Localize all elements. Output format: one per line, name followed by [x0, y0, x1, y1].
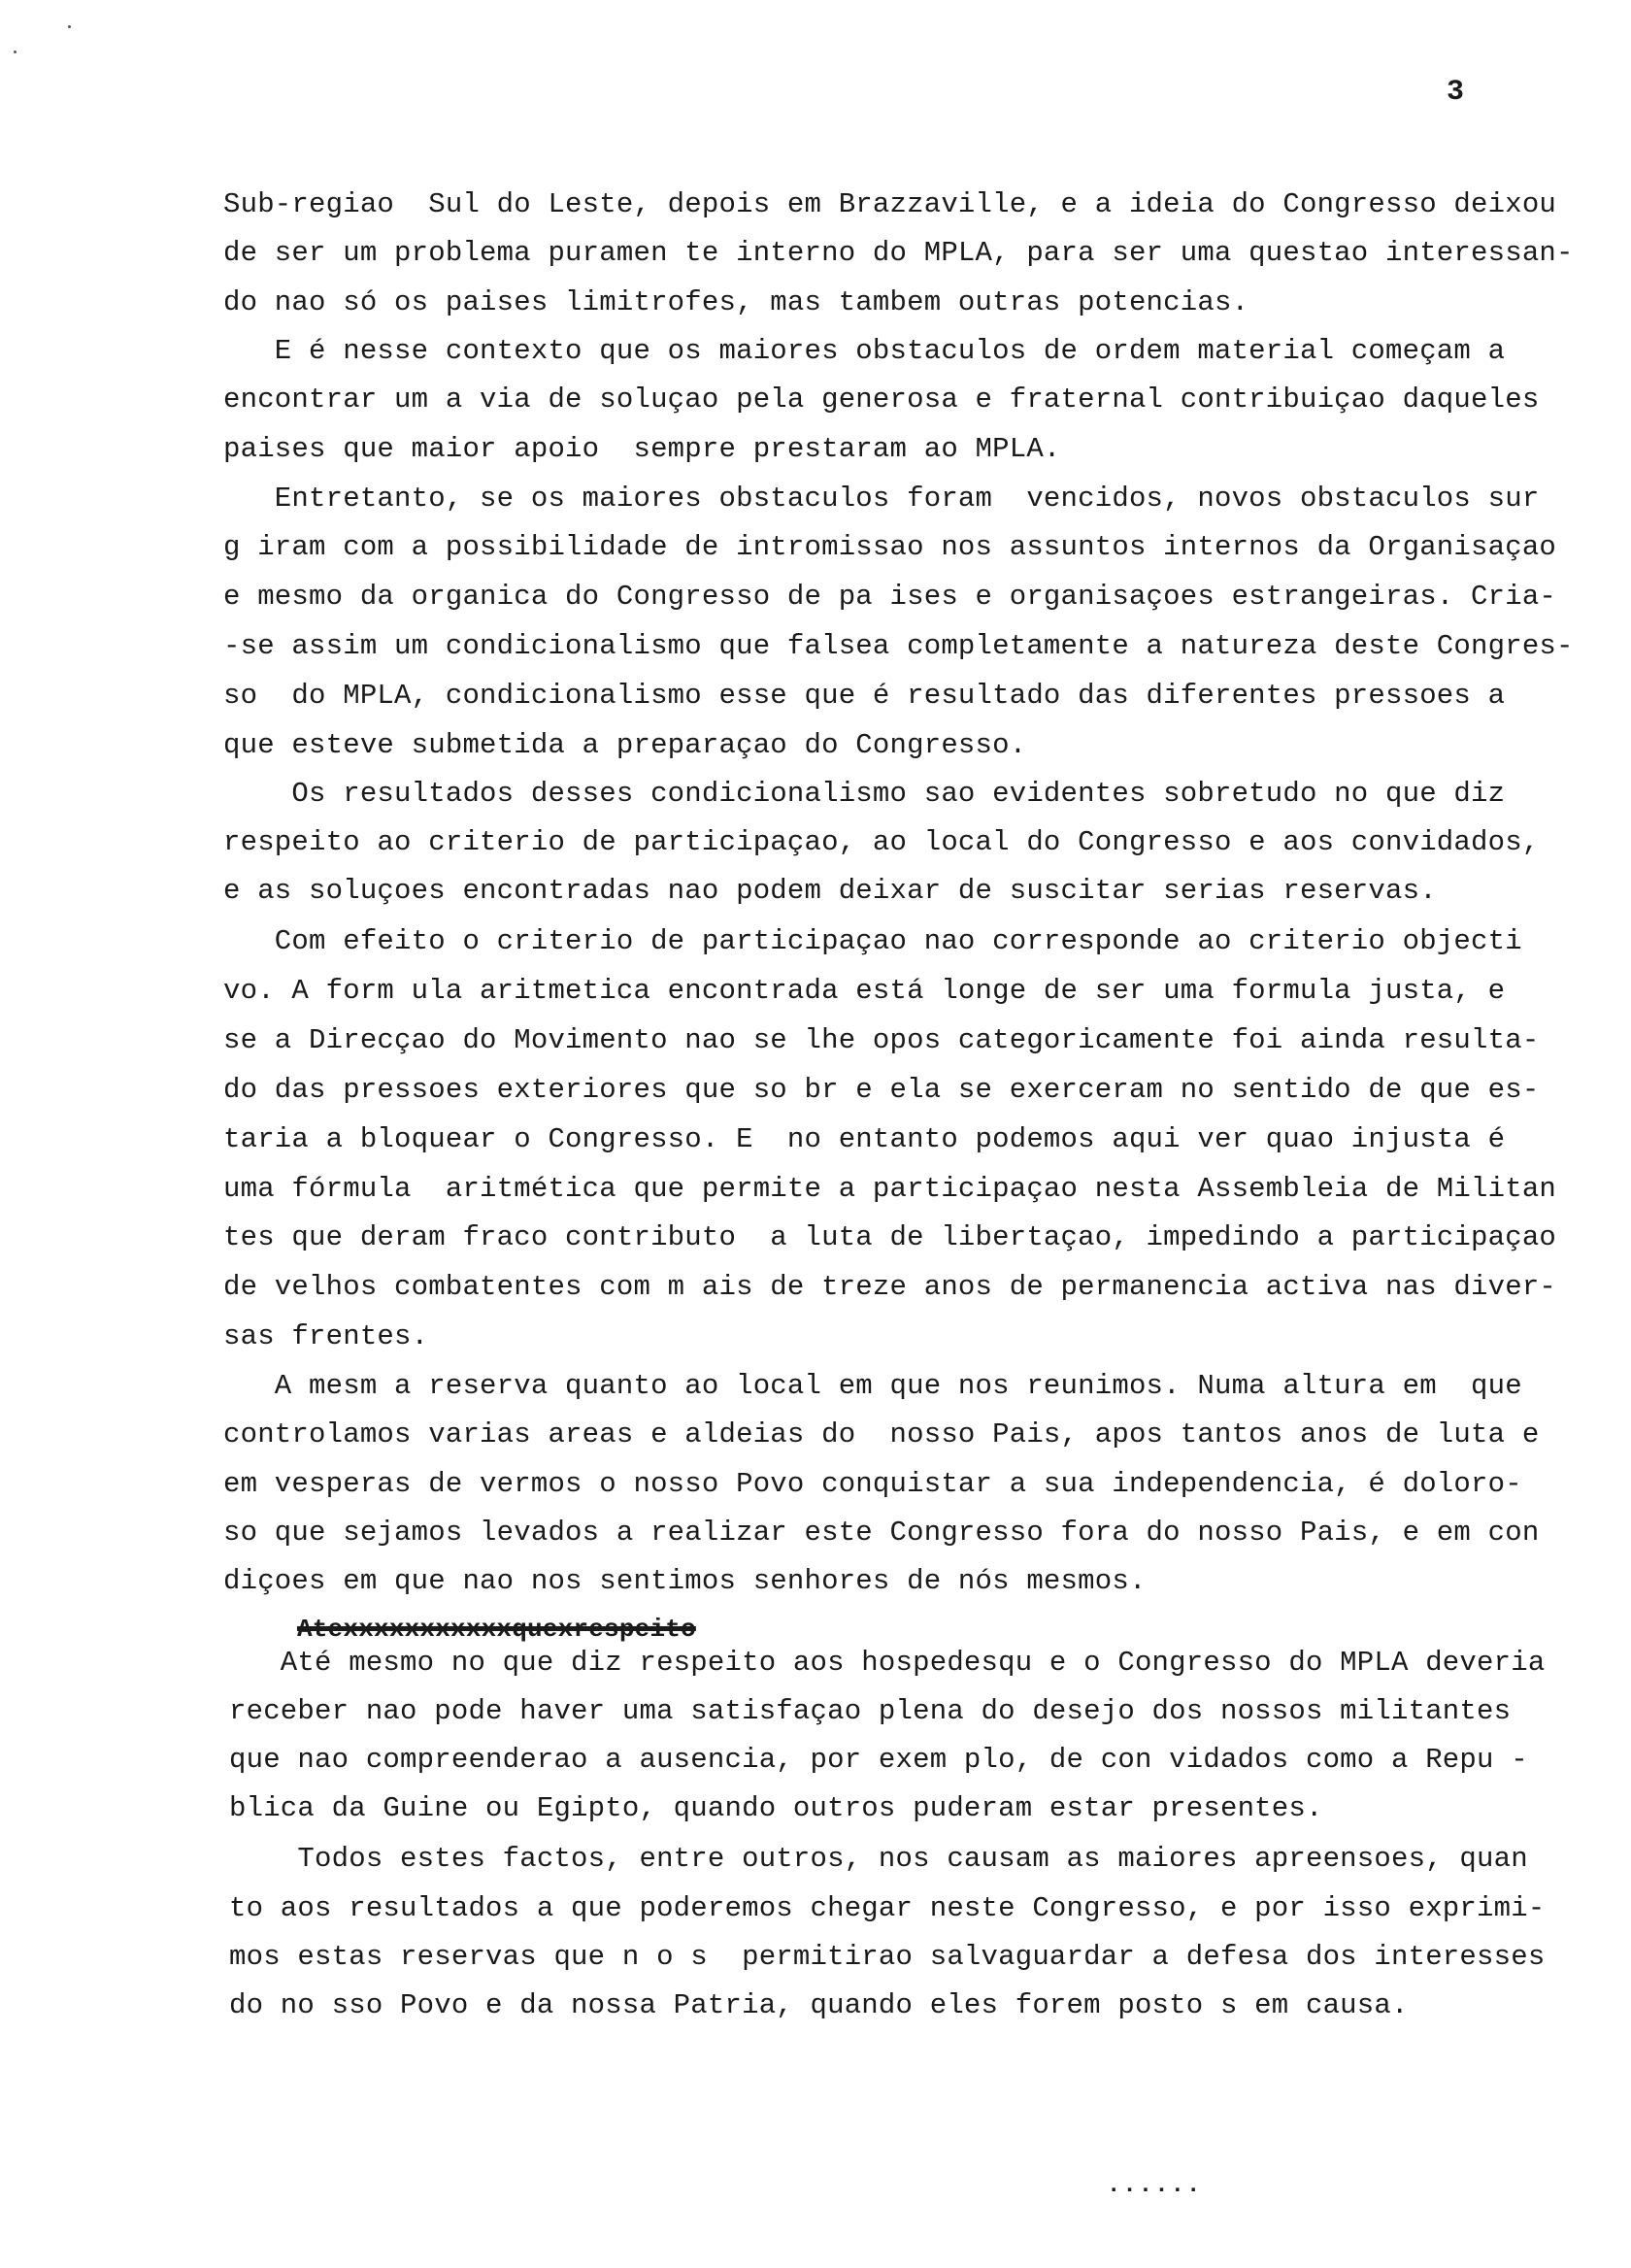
text-line: blica da Guine ou Egipto, quando outros puderam estar presentes.	[229, 1792, 1323, 1824]
text-line: Entretanto, se os maiores obstaculos foram vencidos, novos obstaculos sur	[223, 483, 1540, 515]
text-line: de velhos combatentes com m ais de treze anos de permanencia activa nas diver-	[223, 1271, 1557, 1303]
text-line: receber nao pode haver uma satisfaçao plena do desejo dos nossos militantes	[229, 1695, 1512, 1727]
text-line: diçoes em que nao nos sentimos senhores de nós mesmos.	[223, 1565, 1147, 1597]
end-marker: ......	[1107, 2173, 1203, 2199]
text-line: respeito ao criterio de participaçao, ao local do Congresso e aos convidados,	[223, 826, 1540, 858]
text-line: Com efeito o criterio de participaçao nao corresponde ao criterio objecti	[223, 925, 1522, 957]
text-line: sas frentes.	[223, 1320, 429, 1352]
text-line: -se assim um condicionalismo que falsea completamente a natureza deste Congres-	[223, 630, 1574, 662]
text-line: do no sso Povo e da nossa Patria, quando eles forem posto s em causa.	[229, 1989, 1409, 2021]
text-line: vo. A form ula aritmetica encontrada está longe de ser uma formula justa, e	[223, 975, 1506, 1007]
text-line: g iram com a possibilidade de intromissao nos assuntos internos da Organisaçao	[223, 531, 1557, 563]
text-line: que esteve submetida a preparaçao do Congresso.	[223, 729, 1027, 761]
text-line: de ser um problema puramen te interno do MPLA, para ser uma questao interessan-	[223, 237, 1574, 269]
text-line: tes que deram fraco contributo a luta de libertaçao, impedindo a participaçao	[223, 1221, 1557, 1253]
text-line: que nao compreenderao a ausencia, por exem plo, de con vidados como a Repu -	[229, 1744, 1528, 1776]
struck-out-text: Atexxxxxxxxxxxquexrespeito	[297, 1615, 696, 1644]
text-line: do das pressoes exteriores que so br e ela se exerceram no sentido de que es-	[223, 1074, 1540, 1106]
text-line: mos estas reservas que n o s permitirao salvaguardar a defesa dos interesses	[229, 1941, 1546, 1973]
text-line: do nao só os paises limitrofes, mas tambem outras potencias.	[223, 286, 1249, 318]
scan-speck	[14, 50, 17, 53]
text-line: Todos estes factos, entre outros, nos causam as maiores apreensoes, quan	[229, 1843, 1528, 1875]
text-line: A mesm a reserva quanto ao local em que nos reunimos. Numa altura em que	[223, 1370, 1522, 1402]
text-line: uma fórmula aritmética que permite a participaçao nesta Assembleia de Militan	[223, 1173, 1557, 1205]
text-line: se a Direcçao do Movimento nao se lhe opos categoricamente foi ainda resulta-	[223, 1024, 1540, 1056]
text-line: so do MPLA, condicionalismo esse que é resultado das diferentes pressoes a	[223, 680, 1506, 712]
text-line: E é nesse contexto que os maiores obstaculos de ordem material começam a	[223, 335, 1506, 367]
text-line: taria a bloquear o Congresso. E no entanto podemos aqui ver quao injusta é	[223, 1123, 1506, 1155]
text-line: so que sejamos levados a realizar este Congresso fora do nosso Pais, e em con	[223, 1517, 1540, 1549]
text-line: paises que maior apoio sempre prestaram ao MPLA.	[223, 433, 1061, 465]
text-line: encontrar um a via de soluçao pela generosa e fraternal contribuiçao daqueles	[223, 384, 1540, 416]
text-line: Os resultados desses condicionalismo sao evidentes sobretudo no que diz	[223, 778, 1506, 810]
text-line: em vesperas de vermos o nosso Povo conquistar a sua independencia, é doloro-	[223, 1468, 1522, 1500]
text-line: to aos resultados a que poderemos chegar neste Congresso, e por isso exprimi-	[229, 1892, 1546, 1924]
scan-speck	[68, 25, 71, 28]
text-line: Até mesmo no que diz respeito aos hospedesqu e o Congresso do MPLA deveria	[229, 1647, 1546, 1679]
page-number: 3	[1447, 76, 1465, 109]
text-line: Sub-regiao Sul do Leste, depois em Brazzaville, e a ideia do Congresso deixou	[223, 188, 1557, 220]
text-line: e as soluçoes encontradas nao podem deixar de suscitar serias reservas.	[223, 875, 1437, 907]
text-line: e mesmo da organica do Congresso de pa ises e organisaçoes estrangeiras. Cria-	[223, 581, 1557, 613]
text-line: controlamos varias areas e aldeias do nosso Pais, apos tantos anos de luta e	[223, 1418, 1540, 1451]
